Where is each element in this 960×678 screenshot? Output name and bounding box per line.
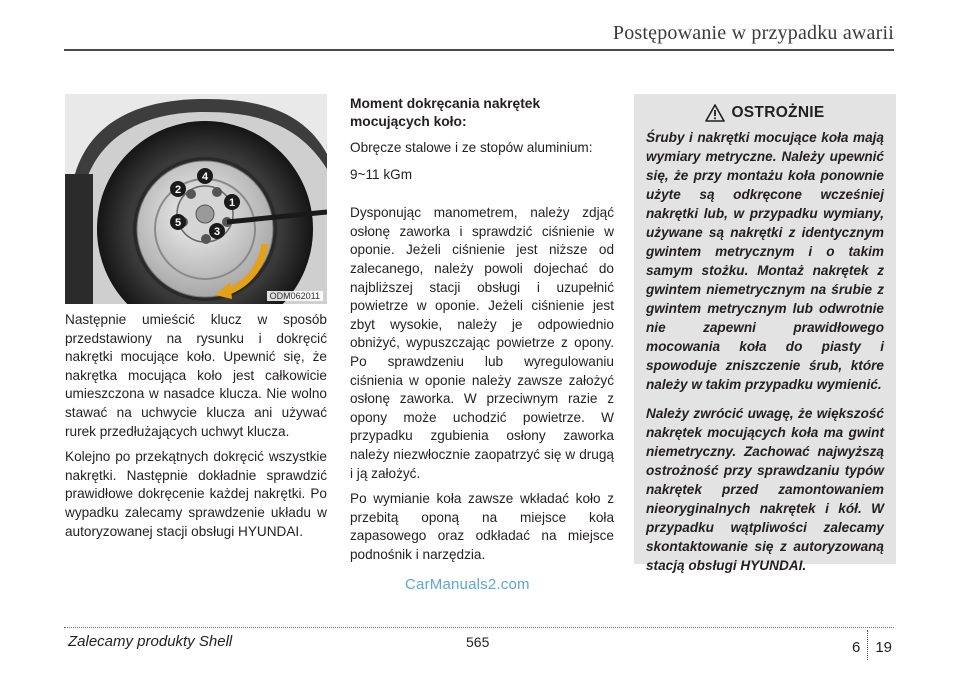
watermark: CarManuals2.com bbox=[405, 576, 530, 593]
caution-paragraph: Śruby i nakrętki mocujące koła mają wymiary metryczne. Należy upewnić się, że przy montażu koła ponownie użyte są odkręcone wcześniej nakrętki lub, w przypadku wymiany, używane są nakrętki z identycznym gwintem metrycznym i o takim samym stożku. Montaż nakrętek z gwintem niemetrycznym na śrubie z gwintem metrycznym lub odwrotnie nie zapewni prawidłowego mocowania koła do piasty i spowoduje zniszczenie śrub, które należy w takim przypadku wymienić. bbox=[646, 130, 884, 392]
nut-label-3: 3 bbox=[213, 226, 221, 238]
nut-label-2: 2 bbox=[174, 184, 182, 196]
left-column-text bbox=[65, 311, 327, 548]
caution-title: OSTROŻNIE bbox=[731, 104, 825, 121]
paragraph: Dysponując manometrem, należy zdjąć osłonę zaworka i sprawdzić ciśnienie w oponie. Jeżeli ciśnienie jest niższe od zalecanego, należy powoli dojechać do najbliższej stacji obsługi i uzupełnić powietrze w oponie. Jeżeli ciśnienie jest zbyt wysokie, należy je odpowiednio obniżyć, wypuszczając powietrze z opony. Po sprawdzeniu lub wyregulowaniu ciśnienia w oponie należy zawsze założyć osłonę zaworka. W przeciwnym razie z opony może uchodzić powietrze. W przypadku zgubienia osłony zaworka należy niezwłocznie zaopatrzyć się w drugą i ją założyć. bbox=[350, 205, 614, 481]
paragraph: Następnie umieścić klucz w sposób przedstawiony na rysunku i dokręcić nakrętki mocujące koło. Upewnić się, że nakrętka mocująca koło jest całkowicie umieszczona w nasadce klucza. Nie wolno stawać na uchwycie klucza ani używać rurek przedłużających uchwyt klucza. bbox=[65, 312, 327, 439]
spec-label: Obręcze stalowe i ze stopów aluminium: bbox=[350, 140, 593, 155]
footer-page-number: 565 bbox=[466, 634, 490, 650]
chapter-number: 6 bbox=[851, 638, 861, 656]
paragraph: Po wymianie koła zawsze wkładać koło z przebitą oponą na miejsce koła zapasowego oraz odkładać na miejsce podnośnik i narzędzia. bbox=[350, 491, 614, 562]
wheel-illustration bbox=[65, 94, 327, 304]
chapter-separator bbox=[867, 630, 868, 660]
spec-value: 9~11 kGm bbox=[350, 166, 413, 182]
figure-code: ODM062011 bbox=[267, 291, 323, 301]
nut-label-4: 4 bbox=[201, 171, 209, 183]
page-header-title: Postępowanie w przypadku awarii bbox=[612, 22, 894, 44]
torque-heading: Moment dokręcania nakrętek mocujących koło: bbox=[350, 96, 541, 129]
footer-note: Zalecamy produkty Shell bbox=[68, 633, 233, 650]
caution-paragraph: Należy zwrócić uwagę, że większość nakrętek mocujących koła ma gwint niemetryczny. Zachować najwyższą ostrożność przy sprawdzaniu typów nakrętek przed zamontowaniem nieoryginalnych nakrętek i kół. W przypadku wątpliwości zalecamy skontaktowanie się z autoryzowaną stacją obsługi HYUNDAI. bbox=[646, 406, 884, 573]
paragraph: Kolejno po przekątnych dokręcić wszystkie nakrętki. Następnie dokładnie sprawdzić prawidłowe dokręcenie każdej nakrętki. Po wypadku zalecamy sprawdzenie układu w autoryzowanej stacji obsługi HYUNDAI. bbox=[65, 449, 327, 539]
header-rule bbox=[64, 49, 894, 51]
section-page-number: 19 bbox=[875, 638, 892, 656]
nut-label-1: 1 bbox=[228, 197, 236, 209]
chapter-page bbox=[852, 632, 892, 662]
middle-column-text bbox=[350, 95, 614, 571]
caution-box bbox=[634, 94, 896, 573]
warning-triangle-icon bbox=[705, 104, 725, 122]
caution-header bbox=[646, 104, 884, 122]
nut-label-5: 5 bbox=[174, 217, 182, 229]
footer-rule bbox=[64, 627, 894, 628]
